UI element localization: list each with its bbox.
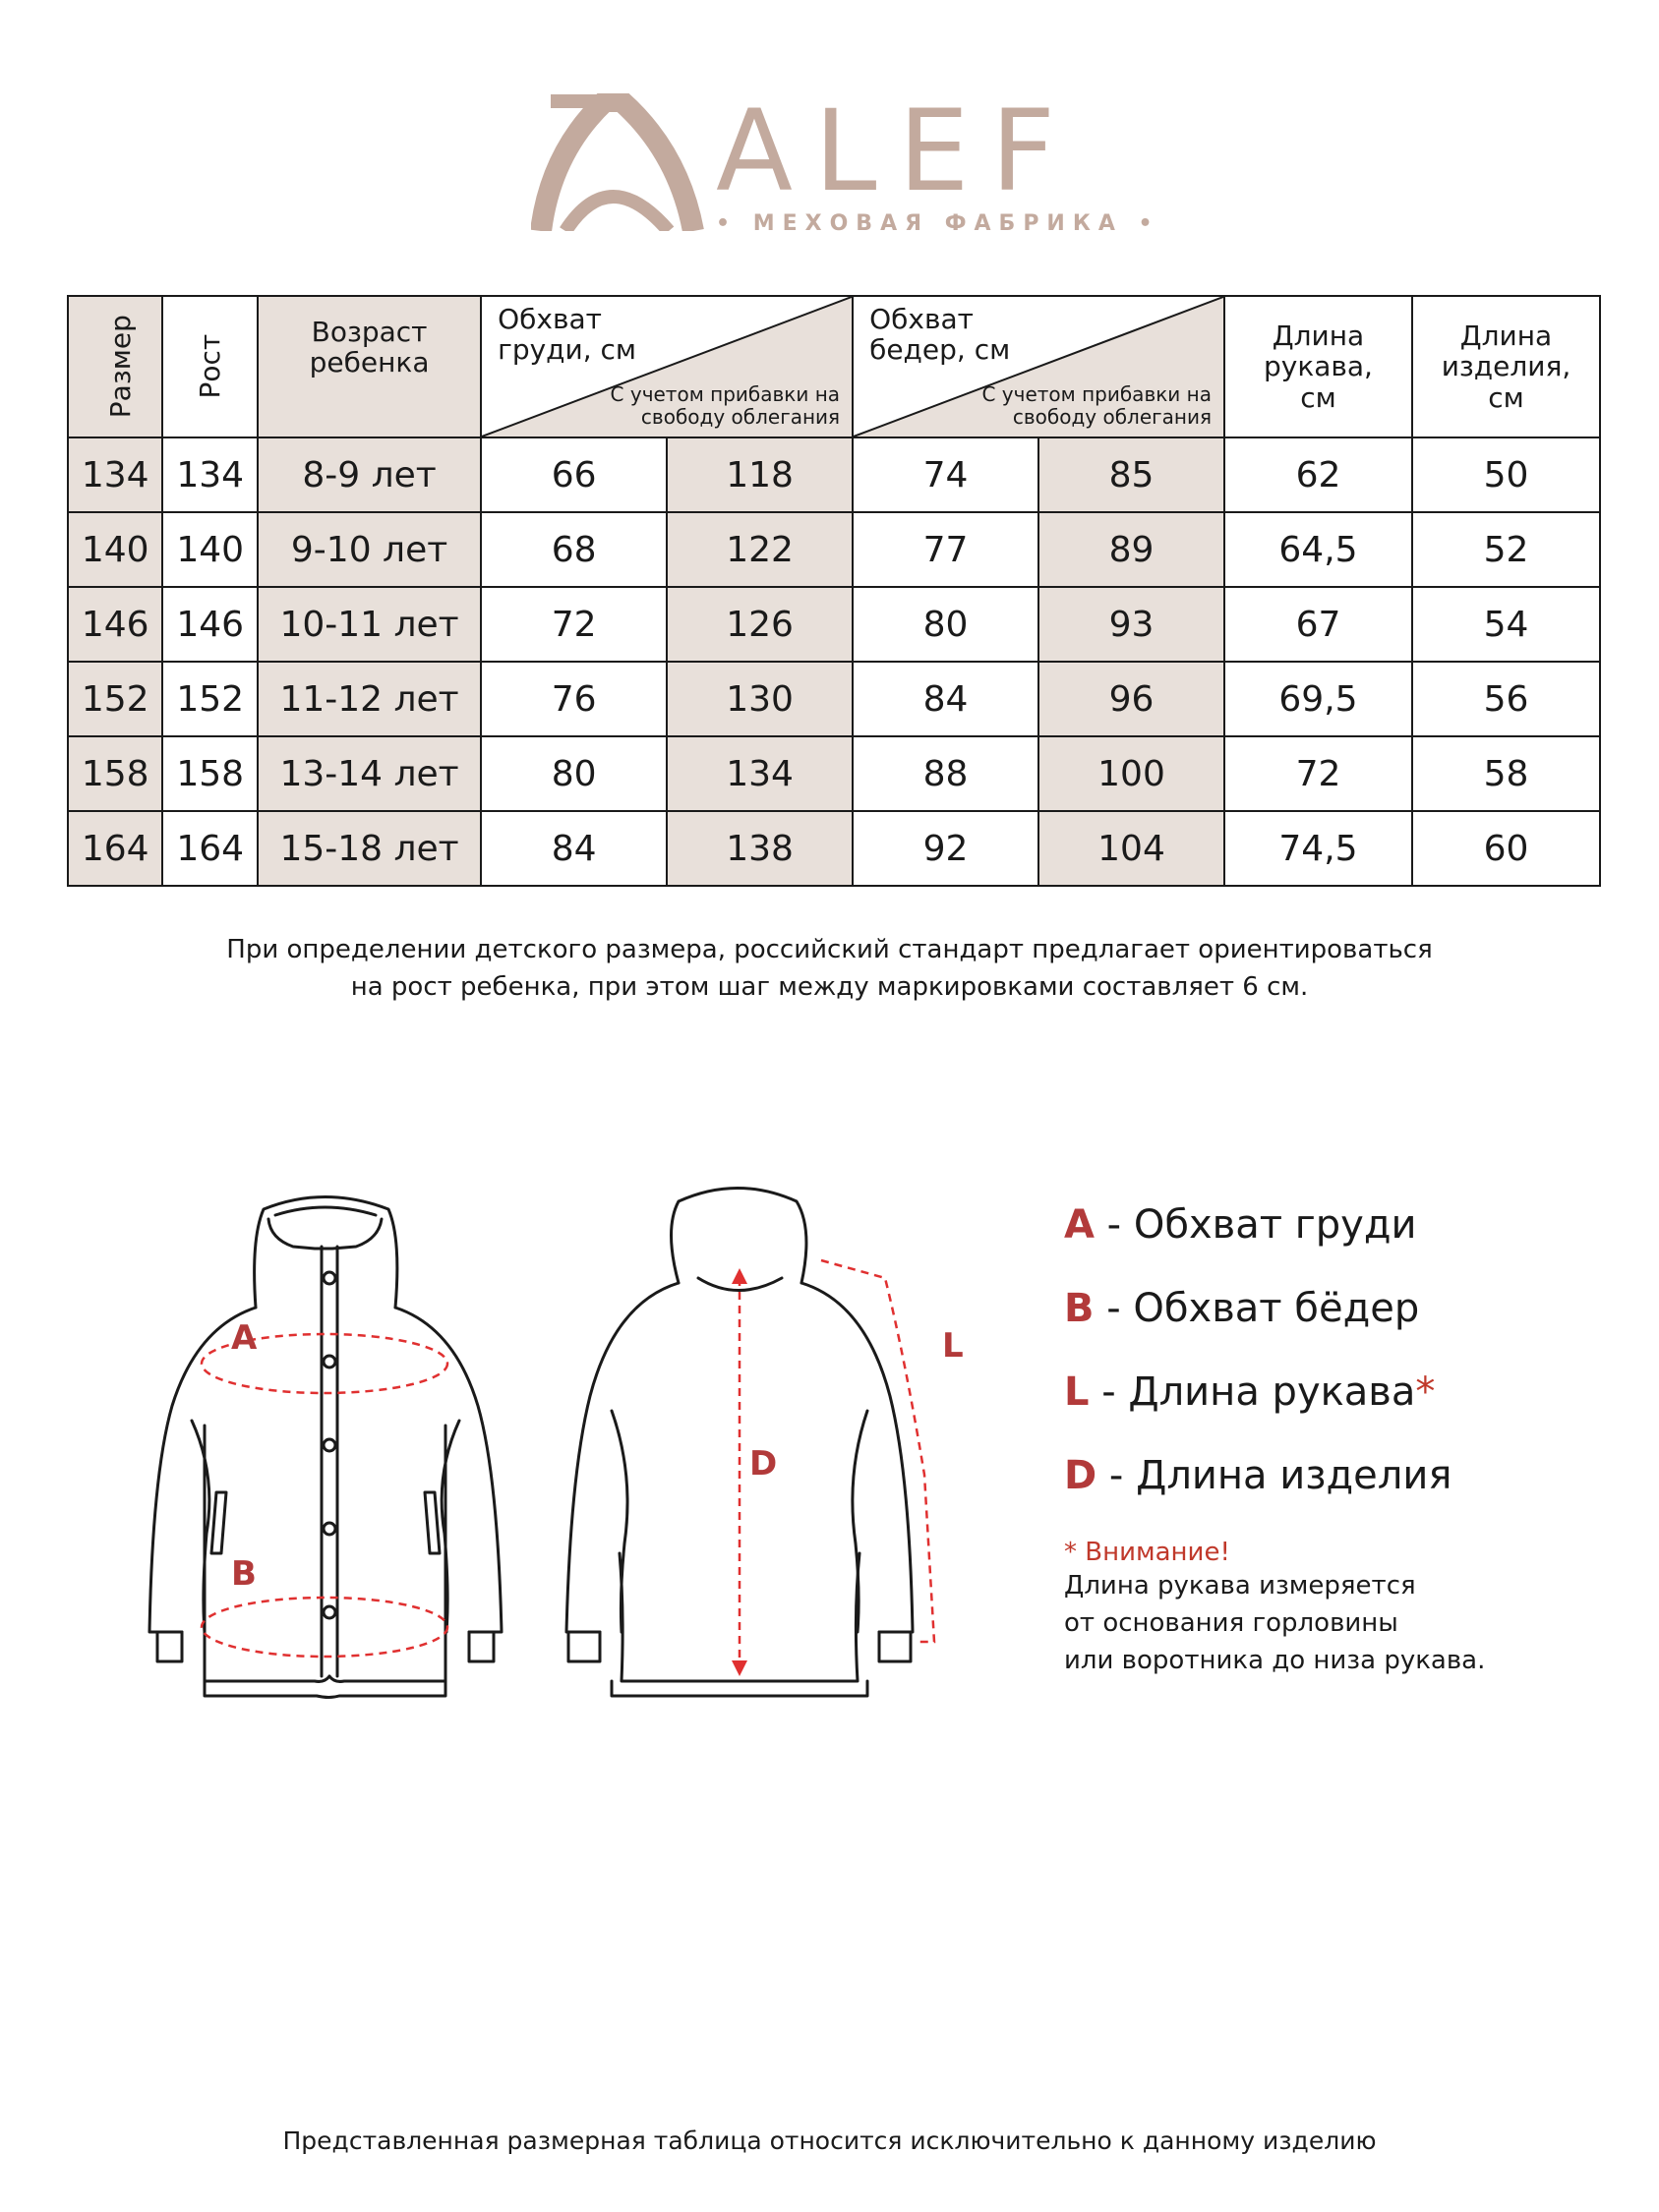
cell-size: 134 <box>68 437 162 512</box>
cell-age: 15-18 лет <box>258 811 481 886</box>
cell-height: 146 <box>162 587 257 662</box>
table-row <box>68 512 1600 587</box>
header-height: Рост <box>162 296 257 437</box>
cell-hips: 88 <box>853 736 1038 811</box>
cell-chest: 84 <box>481 811 667 886</box>
measurement-legend <box>1064 1197 1485 1679</box>
cell-hips: 77 <box>853 512 1038 587</box>
table-row <box>68 437 1600 512</box>
header-age: Возраст ребенка <box>258 296 481 437</box>
marker-b: B <box>231 1554 257 1594</box>
warning-line: Длина рукава измеряется <box>1064 1571 1416 1601</box>
cell-sleeve: 64,5 <box>1224 512 1412 587</box>
legend-label: - Обхват груди <box>1094 1202 1417 1248</box>
brand-name: ALEF <box>716 86 1078 216</box>
cell-hips-plus: 93 <box>1038 587 1224 662</box>
cell-hips: 74 <box>853 437 1038 512</box>
cell-age: 10-11 лет <box>258 587 481 662</box>
table-row <box>68 736 1600 811</box>
header-size: Размер <box>68 296 162 437</box>
cell-hips-plus: 89 <box>1038 512 1224 587</box>
cell-height: 140 <box>162 512 257 587</box>
legend-item <box>1064 1365 1485 1448</box>
cell-age: 9-10 лет <box>258 512 481 587</box>
legend-key: B <box>1064 1286 1095 1331</box>
jacket-back-icon <box>566 1189 913 1697</box>
cell-length: 60 <box>1412 811 1600 886</box>
header-chest <box>481 296 853 437</box>
legend-label: - Обхват бёдер <box>1094 1286 1420 1331</box>
warning-line: от основания горловины <box>1064 1608 1398 1638</box>
jacket-diagram <box>128 1180 993 1730</box>
cell-hips: 92 <box>853 811 1038 886</box>
cell-hips-plus: 85 <box>1038 437 1224 512</box>
cell-chest-plus: 126 <box>667 587 853 662</box>
cell-length: 58 <box>1412 736 1600 811</box>
sleeve-measure-line <box>821 1260 934 1642</box>
legend-item <box>1064 1197 1485 1281</box>
table-header-row <box>68 296 1600 437</box>
cell-length: 52 <box>1412 512 1600 587</box>
header-hips <box>853 296 1224 437</box>
header-length: Длина изделия, см <box>1412 296 1600 437</box>
arrow-down-icon <box>732 1660 747 1676</box>
standard-note <box>0 932 1659 1006</box>
cell-chest: 80 <box>481 736 667 811</box>
cell-chest-plus: 134 <box>667 736 853 811</box>
legend-label: - Длина рукава <box>1089 1369 1416 1415</box>
size-table <box>67 295 1601 887</box>
standard-note-line2: на рост ребенка, при этом шаг между маркировками составляет 6 см. <box>350 971 1309 1002</box>
cell-length: 54 <box>1412 587 1600 662</box>
cell-sleeve: 69,5 <box>1224 662 1412 736</box>
hips-measure-line <box>202 1598 447 1657</box>
legend-item <box>1064 1281 1485 1365</box>
cell-chest-plus: 130 <box>667 662 853 736</box>
cell-chest-plus: 118 <box>667 437 853 512</box>
cell-hips: 80 <box>853 587 1038 662</box>
legend-key: A <box>1064 1202 1095 1248</box>
arrow-up-icon <box>732 1268 747 1284</box>
cell-chest: 76 <box>481 662 667 736</box>
cell-length: 50 <box>1412 437 1600 512</box>
cell-size: 158 <box>68 736 162 811</box>
cell-hips-plus: 96 <box>1038 662 1224 736</box>
cell-size: 164 <box>68 811 162 886</box>
footer-note: Представленная размерная таблица относится исключительно к данному изделию <box>282 2126 1377 2155</box>
warning-title: * Внимание! <box>1064 1538 1230 1567</box>
table-row <box>68 811 1600 886</box>
cell-height: 134 <box>162 437 257 512</box>
cell-size: 146 <box>68 587 162 662</box>
standard-note-line1: При определении детского размера, российский стандарт предлагает ориентироваться <box>226 935 1433 964</box>
cell-sleeve: 62 <box>1224 437 1412 512</box>
legend-item <box>1064 1448 1485 1532</box>
hips-title: Обхват бедер, см <box>869 303 1011 366</box>
legend-key: L <box>1064 1369 1090 1415</box>
legend-key: D <box>1064 1453 1097 1498</box>
table-row <box>68 662 1600 736</box>
chest-title: Обхват груди, см <box>498 303 637 366</box>
header-sleeve: Длина рукава, см <box>1224 296 1412 437</box>
cell-age: 13-14 лет <box>258 736 481 811</box>
cell-chest: 68 <box>481 512 667 587</box>
cell-sleeve: 74,5 <box>1224 811 1412 886</box>
cell-size: 152 <box>68 662 162 736</box>
cell-chest-plus: 122 <box>667 512 853 587</box>
cell-age: 8-9 лет <box>258 437 481 512</box>
hips-note: С учетом прибавки на свободу облегания <box>981 382 1212 429</box>
marker-a: A <box>231 1318 258 1358</box>
chest-note: С учетом прибавки на свободу облегания <box>610 382 841 429</box>
cell-height: 152 <box>162 662 257 736</box>
warning-line: или воротника до низа рукава. <box>1064 1646 1486 1675</box>
cell-sleeve: 67 <box>1224 587 1412 662</box>
brand-logo <box>531 86 1160 241</box>
cell-hips-plus: 104 <box>1038 811 1224 886</box>
cell-chest: 66 <box>481 437 667 512</box>
cell-length: 56 <box>1412 662 1600 736</box>
cell-height: 158 <box>162 736 257 811</box>
marker-d: D <box>749 1444 778 1484</box>
cell-chest-plus: 138 <box>667 811 853 886</box>
table-row <box>68 587 1600 662</box>
cell-chest: 72 <box>481 587 667 662</box>
cell-height: 164 <box>162 811 257 886</box>
legend-asterisk: * <box>1415 1369 1436 1415</box>
cell-hips: 84 <box>853 662 1038 736</box>
legend-label: - Длина изделия <box>1096 1453 1452 1498</box>
cell-size: 140 <box>68 512 162 587</box>
cell-age: 11-12 лет <box>258 662 481 736</box>
cell-hips-plus: 100 <box>1038 736 1224 811</box>
logo-emblem-icon <box>531 93 708 231</box>
cell-sleeve: 72 <box>1224 736 1412 811</box>
marker-l: L <box>942 1326 964 1366</box>
brand-tagline: • МЕХОВАЯ ФАБРИКА • <box>716 211 1160 236</box>
